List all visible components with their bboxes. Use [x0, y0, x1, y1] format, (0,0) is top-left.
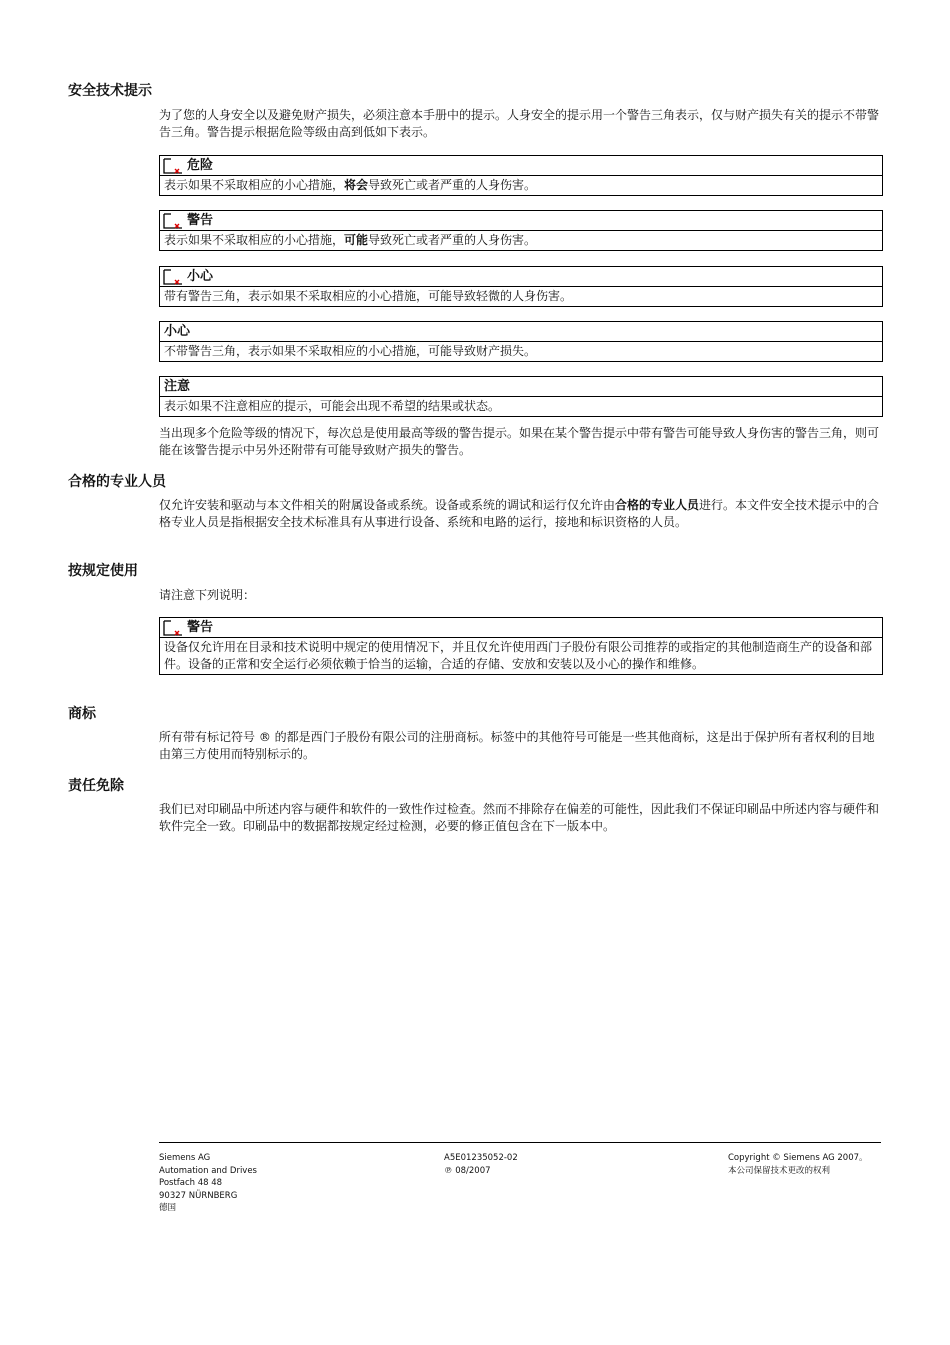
proper-use-intro: 请注意下列说明： — [159, 588, 256, 602]
notice-title: 小心 — [187, 269, 214, 284]
footer-address: Siemens AG Automation and Drives Postfach 48 48 90327 NÜRNBERG 德国 — [159, 1153, 257, 1213]
qualified-text: 仅允许安装和驱动与本文件相关的附属设备或系统。设备或系统的调试和运行仅允许由合格的专业人员进行。本文件安全技术提示中的合格专业人员是指根据安全技术标准具有从事进行设备、系统和电路的运行，接地和标识资格的人员。 — [159, 498, 880, 529]
footer-divider — [159, 1142, 881, 1143]
notice-header — [160, 156, 882, 176]
footer-document-info — [444, 1152, 518, 1177]
notice-title: 警告 — [187, 620, 214, 635]
footer-copyright — [728, 1152, 868, 1177]
disclaimer-text: 我们已对印刷品中所述内容与硬件和软件的一致性作过检查。然而不排除存在偏差的可能性，因此我们不保证印刷品中所述内容与硬件和软件完全一致。印刷品中的数据都按规定经过检测，必要的修正值包含在下一版本中。 — [159, 802, 880, 833]
rights-reserved-text: 本公司保留技术更改的权利 — [728, 1165, 831, 1176]
notice-caution — [159, 321, 883, 362]
notice-text: 不带警告三角，表示如果不采取相应的小心措施，可能导致财产损失。 — [164, 344, 537, 358]
notice-text: 表示如果不采取相应的小心措施，将会导致死亡或者严重的人身伤害。 — [164, 178, 537, 192]
broken-image-icon — [162, 212, 184, 230]
section-title-disclaimer: 责任免除 — [68, 778, 124, 794]
broken-image-icon — [162, 157, 184, 175]
notice-note — [159, 376, 883, 417]
broken-image-icon — [162, 619, 184, 637]
safety-intro: 为了您的人身安全以及避免财产损失，必须注意本手册中的提示。人身安全的提示用一个警告三角表示，仅与财产损失有关的提示不带警告三角。警告提示根据危险等级由高到低如下表示。 — [159, 108, 880, 139]
notice-header — [160, 211, 882, 231]
broken-image-icon — [162, 268, 184, 286]
notice-text: 带有警告三角，表示如果不采取相应的小心措施，可能导致轻微的人身伤害。 — [164, 289, 573, 303]
qualified-emphasis: 合格的专业人员 — [615, 498, 700, 512]
document-number: A5E01235052-02 — [444, 1153, 518, 1163]
trademarks-text: 所有带有标记符号 ® 的都是西门子股份有限公司的注册商标。标签中的其他符号可能是一些其他商标，这是出于保护所有者权利的目地由第三方使用而特别标示的。 — [159, 730, 875, 761]
notice-title: 注意 — [164, 379, 191, 394]
notice-text: 表示如果不注意相应的提示，可能会出现不希望的结果或状态。 — [164, 399, 501, 413]
notice-header — [160, 618, 882, 638]
notice-text: 表示如果不采取相应的小心措施，可能导致死亡或者严重的人身伤害。 — [164, 233, 537, 247]
notice-header — [160, 267, 882, 287]
copyright-text: Copyright © Siemens AG 2007。 — [728, 1153, 868, 1163]
notice-header — [160, 377, 882, 397]
notice-header — [160, 322, 882, 342]
notice-title: 警告 — [187, 213, 214, 228]
notice-caution-triangle — [159, 266, 883, 307]
safety-outro: 当出现多个危险等级的情况下，每次总是使用最高等级的警告提示。如果在某个警告提示中带有警告可能导致人身伤害的警告三角，则可能在该警告提示中另外还附带有可能导致财产损失的警告。 — [159, 426, 880, 457]
section-title-trademarks: 商标 — [68, 706, 96, 722]
notice-title: 小心 — [164, 324, 191, 339]
notice-emphasis: 将会 — [344, 178, 369, 192]
section-title-proper-use: 按规定使用 — [68, 563, 138, 579]
notice-text: 设备仅允许用在目录和技术说明中规定的使用情况下，并且仅允许使用西门子股份有限公司推荐的或指定的其他制造商生产的设备和部件。设备的正常和安全运行必须依赖于恰当的运输，合适的存储、安放和安装以及小心的操作和维修。 — [164, 640, 873, 671]
notice-emphasis: 可能 — [344, 233, 369, 247]
notice-proper-use-warning — [159, 617, 883, 675]
notice-warning — [159, 210, 883, 251]
document-date: ℗ 08/2007 — [444, 1165, 491, 1176]
notice-danger — [159, 155, 883, 196]
section-title-safety: 安全技术提示 — [68, 83, 152, 99]
section-title-qualified-personnel: 合格的专业人员 — [68, 474, 166, 490]
notice-title: 危险 — [187, 158, 214, 173]
